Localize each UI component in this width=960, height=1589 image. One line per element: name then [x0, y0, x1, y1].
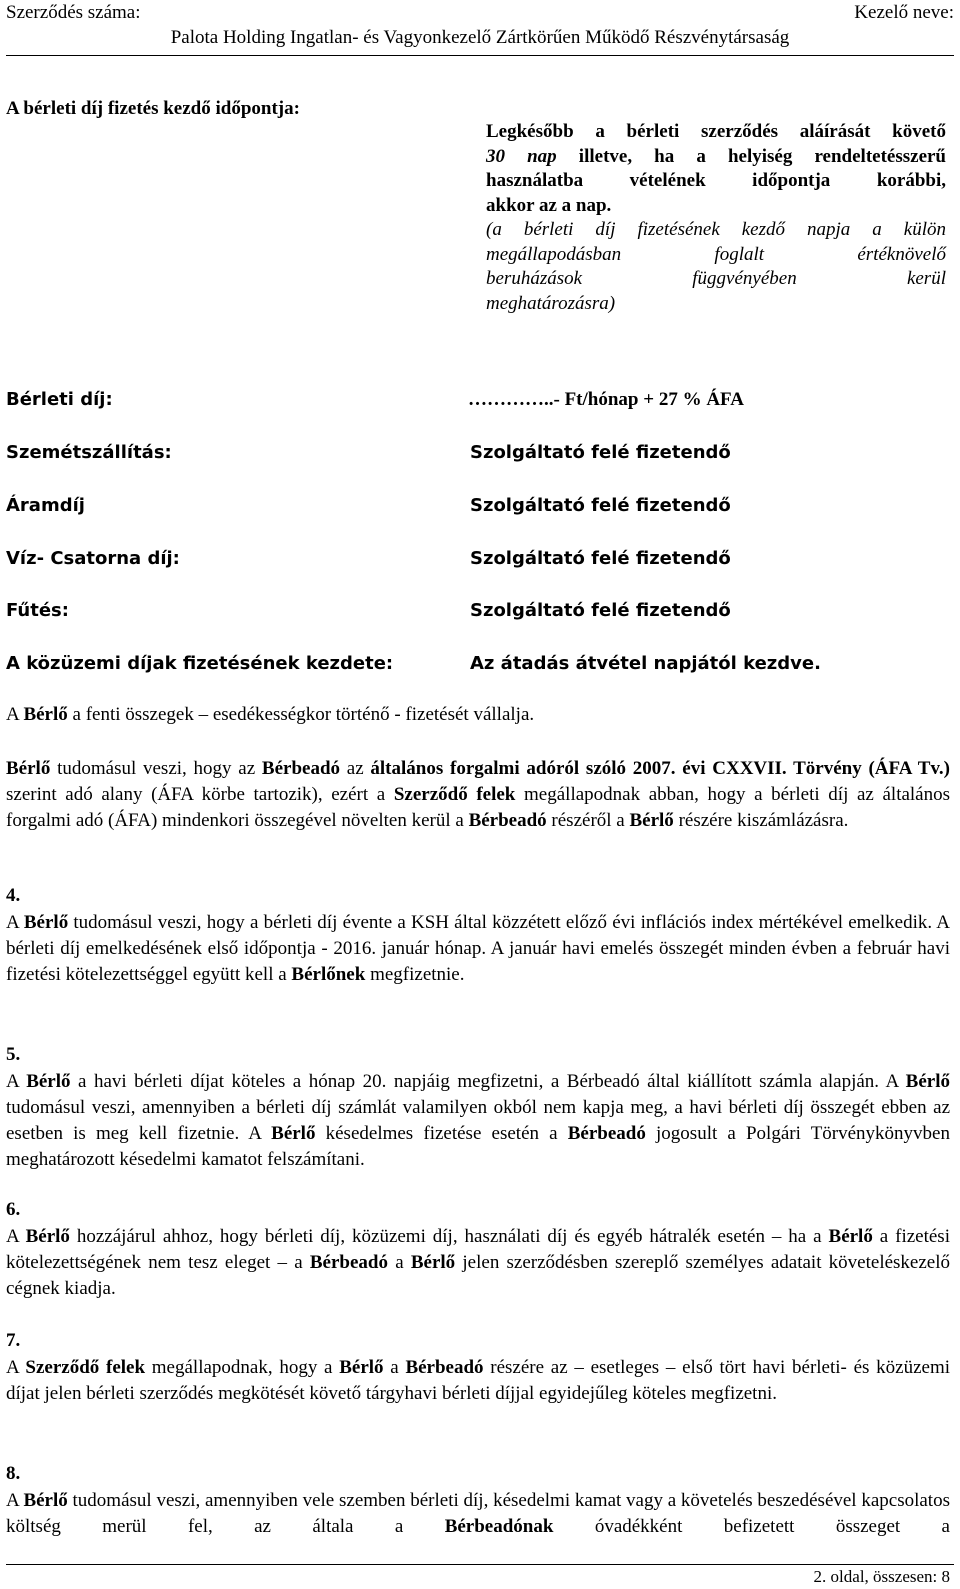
- text-span: a: [387, 1252, 411, 1273]
- text-span: az: [340, 758, 371, 779]
- text-span: jogosult a Polgári Törvénykönyvben meghatározott késedelmi kamatot felszámítani.: [6, 1123, 950, 1170]
- manager-name-label: Kezelő neve:: [854, 2, 954, 23]
- section-5-paragraph: [6, 1069, 950, 1173]
- text-span: a fenti összegek – esedékességkor történő - fizetését vállalja.: [67, 704, 535, 725]
- payment-start-text: [486, 120, 946, 316]
- bold-term: Bérlő: [339, 1357, 384, 1378]
- payment-start-note-line: (a bérleti díj fizetésének kezdő napja a külön: [486, 219, 946, 240]
- section-4-paragraph: [6, 910, 950, 988]
- bold-term: Bérlő: [23, 1490, 68, 1511]
- fee-value: Szolgáltató felé fizetendő: [470, 495, 731, 516]
- payment-start-line: használatba vételének időpontja korábbi,: [486, 170, 946, 191]
- section-number: 6.: [6, 1199, 21, 1220]
- fee-label: A közüzemi díjak fizetésének kezdete:: [6, 653, 394, 674]
- payment-start-note-line: meghatározásra): [486, 292, 616, 314]
- fee-value: …………..- Ft/hónap + 27 % ÁFA: [468, 389, 744, 410]
- section-number: 5.: [6, 1044, 21, 1065]
- bold-term: Bérbeadó: [309, 1252, 388, 1273]
- text-span: A: [6, 1357, 26, 1378]
- text-span: A: [6, 1226, 26, 1247]
- vat-paragraph: [6, 756, 950, 834]
- fee-label: Víz- Csatorna díj:: [6, 548, 180, 569]
- text-span: részére kiszámlázásra.: [673, 810, 849, 831]
- bold-term: Bérbeadó: [468, 810, 547, 831]
- text-span: szerint adó alany (ÁFA körbe tartozik), ezért a: [6, 784, 394, 805]
- text-span: megfizetnie.: [365, 964, 465, 985]
- bold-term: Bérlő: [26, 1071, 71, 1092]
- bold-term: Bérlő: [629, 810, 674, 831]
- bold-term: Bérlő: [25, 1226, 70, 1247]
- text-span: A: [6, 1071, 27, 1092]
- text-span: részére az – esetleges – első tört havi bérleti- és közüzemi díjat jelen bérleti szerződés megkötését követő tárgyhavi bérleti díjjal egyidejűleg köteles megfizetni.: [6, 1357, 951, 1404]
- text-span: tudomásul veszi, hogy az: [50, 758, 262, 779]
- text-span: hozzájárul ahhoz, hogy bérleti díj, közüzemi díj, használati díj és egyéb hátralék esetén – ha a: [69, 1226, 829, 1247]
- fee-label: Fűtés:: [6, 600, 69, 621]
- text-span: A: [6, 704, 24, 725]
- section-7-paragraph: [6, 1355, 950, 1407]
- payment-start-note-line: beruházások függvényében kerül: [486, 268, 946, 289]
- section-number: 7.: [6, 1330, 21, 1351]
- bold-term: Bérbeadó: [405, 1357, 484, 1378]
- text-span: tudomásul veszi, hogy a bérleti díj évente a KSH által közzétett előző évi inflációs index mértékével emelkedik. A bérleti díj emelkedésének első időpontja - 2016. január hónap. A január havi emelés összegét minden évben a február havi fizetési kötelezettséggel együtt kell a: [6, 912, 950, 985]
- fee-value: Szolgáltató felé fizetendő: [470, 600, 731, 621]
- bold-term: Bérbeadónak: [444, 1516, 554, 1537]
- text-span: részéről a: [546, 810, 630, 831]
- text-span: tudomásul veszi, amennyiben vele szemben bérleti díj, késedelmi kamat vagy a követelés beszedésével kapcsolatos költség merül fel, az általa a: [6, 1490, 950, 1537]
- bold-term: Bérlő: [905, 1071, 950, 1092]
- fee-value: Az átadás átvétel napjától kezdve.: [470, 653, 821, 674]
- payment-start-line: akkor az a nap.: [486, 194, 612, 216]
- bold-term: Bérlő: [828, 1226, 873, 1247]
- section-number: 4.: [6, 885, 21, 906]
- company-name: Palota Holding Ingatlan- és Vagyonkezelő Zártkörűen Működő Részvénytársaság: [170, 27, 790, 48]
- text-span: A: [6, 912, 24, 933]
- bold-term: Bérlőnek: [291, 964, 366, 985]
- bold-term: Bérlő: [410, 1252, 456, 1273]
- page-number: 2. oldal, összesen: 8: [813, 1567, 950, 1586]
- bold-term: általános forgalmi adóról szóló 2007. évi CXXVII. Törvény (ÁFA Tv.): [370, 758, 950, 779]
- bold-term: Bérlő: [6, 758, 51, 779]
- text-span: a fizetési kötelezettségének nem tesz eleget – a: [6, 1226, 950, 1273]
- text-span: tudomásul veszi, amennyiben a bérleti díj számlát valamilyen okból nem kapja meg, a havi bérleti díj összegét ebben az esetben is meg kell fizetnie. A: [6, 1097, 950, 1144]
- fee-value: Szolgáltató felé fizetendő: [470, 442, 731, 463]
- footer-divider: [6, 1564, 954, 1565]
- text-span: A: [6, 1490, 24, 1511]
- text-span: megállapodnak abban, hogy a bérleti díj az általános forgalmi adó (ÁFA) mindenkori összegével növelten kerül a: [6, 784, 951, 831]
- section-6-paragraph: [6, 1224, 950, 1302]
- fee-label: Áramdíj: [6, 495, 85, 516]
- text-span: jelen szerződésben szereplő személyes adatait követeléskezelő cégnek kiadja.: [6, 1252, 951, 1299]
- contract-number-label: Szerződés száma:: [6, 2, 141, 23]
- bold-term: Bérlő: [23, 912, 69, 933]
- bold-term: Bérbeadó: [567, 1123, 646, 1144]
- bold-term: Szerződő felek: [393, 784, 516, 805]
- text-span: késedelmes fizetése esetén a: [315, 1123, 568, 1144]
- section-number: 8.: [6, 1463, 21, 1484]
- fee-label: Bérleti díj:: [6, 389, 113, 410]
- text-span: a: [383, 1357, 406, 1378]
- fee-label: Szemétszállítás:: [6, 442, 172, 463]
- bold-term: Bérlő: [23, 704, 68, 725]
- page-header: [6, 0, 954, 56]
- payment-start-line: 30 nap illetve, ha a helyiség rendeltetésszerű: [486, 145, 946, 167]
- text-span: a havi bérleti díjat köteles a hónap 20. napjáig megfizetni, a Bérbeadó által kiállított számla alapján. A: [70, 1071, 906, 1092]
- text-span: óvadékként befizetett összeget a: [553, 1516, 950, 1537]
- text-span: megállapodnak, hogy a: [145, 1357, 340, 1378]
- fee-value: Szolgáltató felé fizetendő: [470, 548, 731, 569]
- accept-paragraph: [6, 702, 950, 728]
- bold-term: Szerződő felek: [25, 1357, 146, 1378]
- section-8-paragraph: [6, 1488, 950, 1540]
- bold-term: Bérlő: [271, 1123, 316, 1144]
- payment-start-line: Legkésőbb a bérleti szerződés aláírását követő: [486, 121, 946, 142]
- payment-start-title: A bérleti díj fizetés kezdő időpontja:: [6, 98, 300, 119]
- payment-start-note-line: megállapodásban foglalt értéknövelő: [486, 243, 946, 265]
- bold-term: Bérbeadó: [261, 758, 341, 779]
